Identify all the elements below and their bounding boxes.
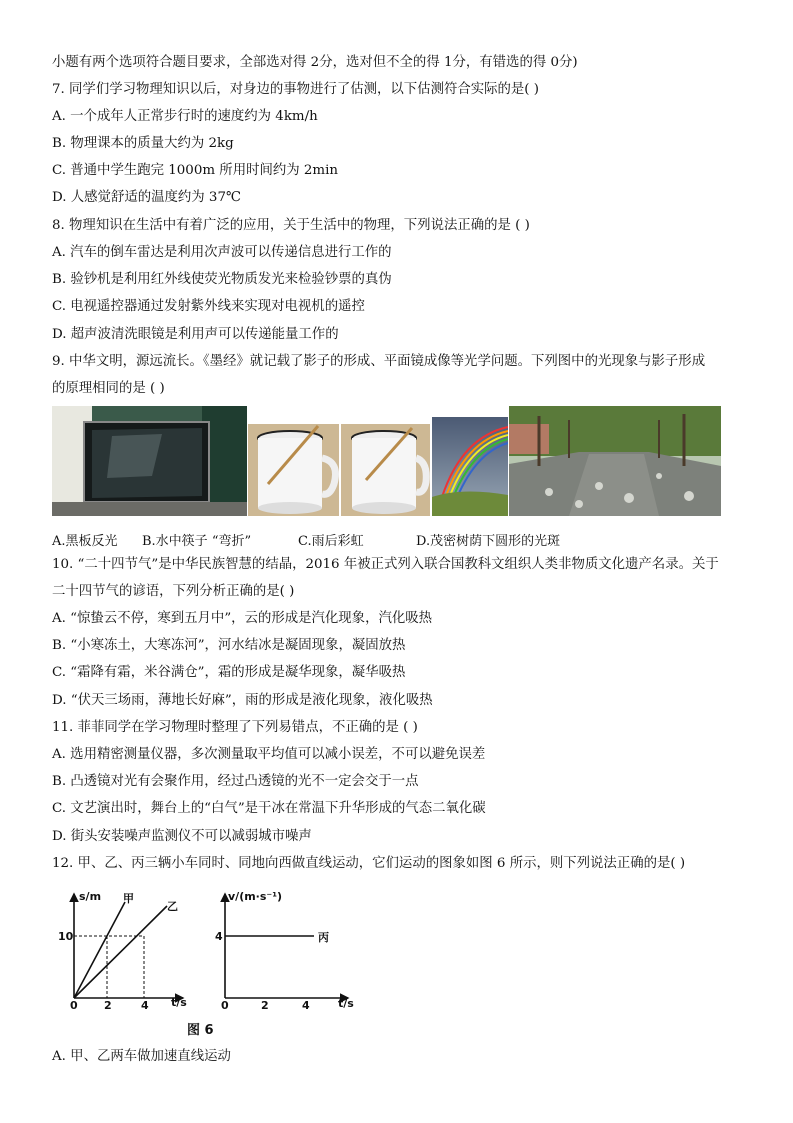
question-7-option-b: B. 物理课本的质量大约为 2kg [52,136,234,151]
question-7-option-a: A. 一个成年人正常步行时的速度约为 4km/h [52,109,318,124]
caption-d: D.茂密树荫下圆形的光斑 [416,534,561,549]
question-7-option-d: D. 人感觉舒适的温度约为 37℃ [52,190,241,205]
st-xlabel: t/s [171,996,187,1009]
question-8-option-b: B. 验钞机是利用红外线使荧光物质发光来检验钞票的真伪 [52,272,392,287]
vt-xlabel: t/s [338,997,354,1010]
question-9-stem: 9. 中华文明，源远流长。《墨经》就记载了影子的形成、平面镜成像等光学问题。下列图中的光现象与影子形成 [52,354,706,369]
st-graph [55,888,205,1010]
st-ylabel: s/m [79,890,102,903]
question-7-option-c: C. 普通中学生跑完 1000m 所用时间约为 2min [52,163,339,178]
question-12-option-a: A. 甲、乙两车做加速直线运动 [52,1049,231,1064]
vt-ytick-4: 4 [215,930,223,943]
question-10-stem: 10. “二十四节气”是中华民族智慧的结晶，2016 年被正式列入联合国教科文组织人类非物质文化遗产名录。关于 [52,557,719,572]
question-10-option-a: A. “惊蛰云不停，寒到五月中”，云的形成是汽化现象，汽化吸热 [52,611,433,626]
series-jia-label: 甲 [123,892,134,905]
question-8-option-d: D. 超声波清洗眼镜是利用声可以传递能量工作的 [52,327,339,342]
question-10-option-c: C. “霜降有霜，米谷满仓”，霜的形成是凝华现象，凝华吸热 [52,665,406,680]
text-line: 小题有两个选项符合题目要求，全部选对得 2分，选对但不全的得 1分，有错选的得 0分) [52,55,578,70]
question-10-option-d: D. “伏天三场雨，薄地长好麻”，雨的形成是液化现象，液化吸热 [52,693,433,708]
vt-xtick-0: 0 [221,999,229,1010]
rainbow-photo [432,417,508,516]
caption-b: B.水中筷子 “弯折” [142,534,252,549]
question-9-stem-cont: 的原理相同的是 ( ) [52,381,165,396]
st-xtick-0: 0 [70,999,78,1010]
question-12-stem: 12. 甲、乙、丙三辆小车同时、同地向西做直线运动，它们运动的图象如图 6 所示，则下列说法正确的是( ) [52,856,686,871]
question-10-option-b: B. “小寒冻土，大寒冻河”，河水结冰是凝固现象，凝固放热 [52,638,406,653]
question-8-option-a: A. 汽车的倒车雷达是利用次声波可以传递信息进行工作的 [52,245,392,260]
caption-a: A.黑板反光 [52,534,118,549]
figure-label: 图 6 [187,1023,214,1038]
st-xtick-2: 2 [104,999,112,1010]
series-yi-label: 乙 [167,900,178,913]
vt-graph [210,888,360,1010]
blackboard-photo [52,406,247,516]
vt-xtick-2: 2 [261,999,269,1010]
question-11-option-b: B. 凸透镜对光有会聚作用，经过凸透镜的光不一定会交于一点 [52,774,419,789]
st-xtick-4: 4 [141,999,149,1010]
question-11-stem: 11. 菲菲同学在学习物理时整理了下列易错点，不正确的是 ( ) [52,720,418,735]
question-11-option-a: A. 选用精密测量仪器，多次测量取平均值可以减小误差，不可以避免误差 [52,747,486,762]
vt-xtick-4: 4 [302,999,310,1010]
question-10-stem-cont: 二十四节气的谚语，下列分析正确的是( ) [52,584,295,599]
st-ytick-10: 10 [58,930,74,943]
question-11-option-d: D. 街头安装噪声监测仪不可以减弱城市噪声 [52,829,312,844]
tree-shade-photo [509,406,721,516]
series-yi-line [74,906,167,998]
question-8-stem: 8. 物理知识在生活中有着广泛的应用，关于生活中的物理，下列说法正确的是 ( ) [52,218,530,233]
chopstick-cup-photo [248,424,430,516]
q9-captions [52,530,752,548]
question-11-option-c: C. 文艺演出时，舞台上的“白气”是干冰在常温下升华形成的气态二氧化碳 [52,801,486,816]
series-bing-label: 丙 [318,931,329,944]
series-jia-line [74,902,125,998]
vt-ylabel: v/(m·s⁻¹) [228,890,283,903]
question-7-stem: 7. 同学们学习物理知识以后，对身边的事物进行了估测，以下估测符合实际的是( ) [52,82,540,97]
question-8-option-c: C. 电视遥控器通过发射紫外线来实现对电视机的遥控 [52,299,365,314]
caption-c: C.雨后彩虹 [298,534,364,549]
